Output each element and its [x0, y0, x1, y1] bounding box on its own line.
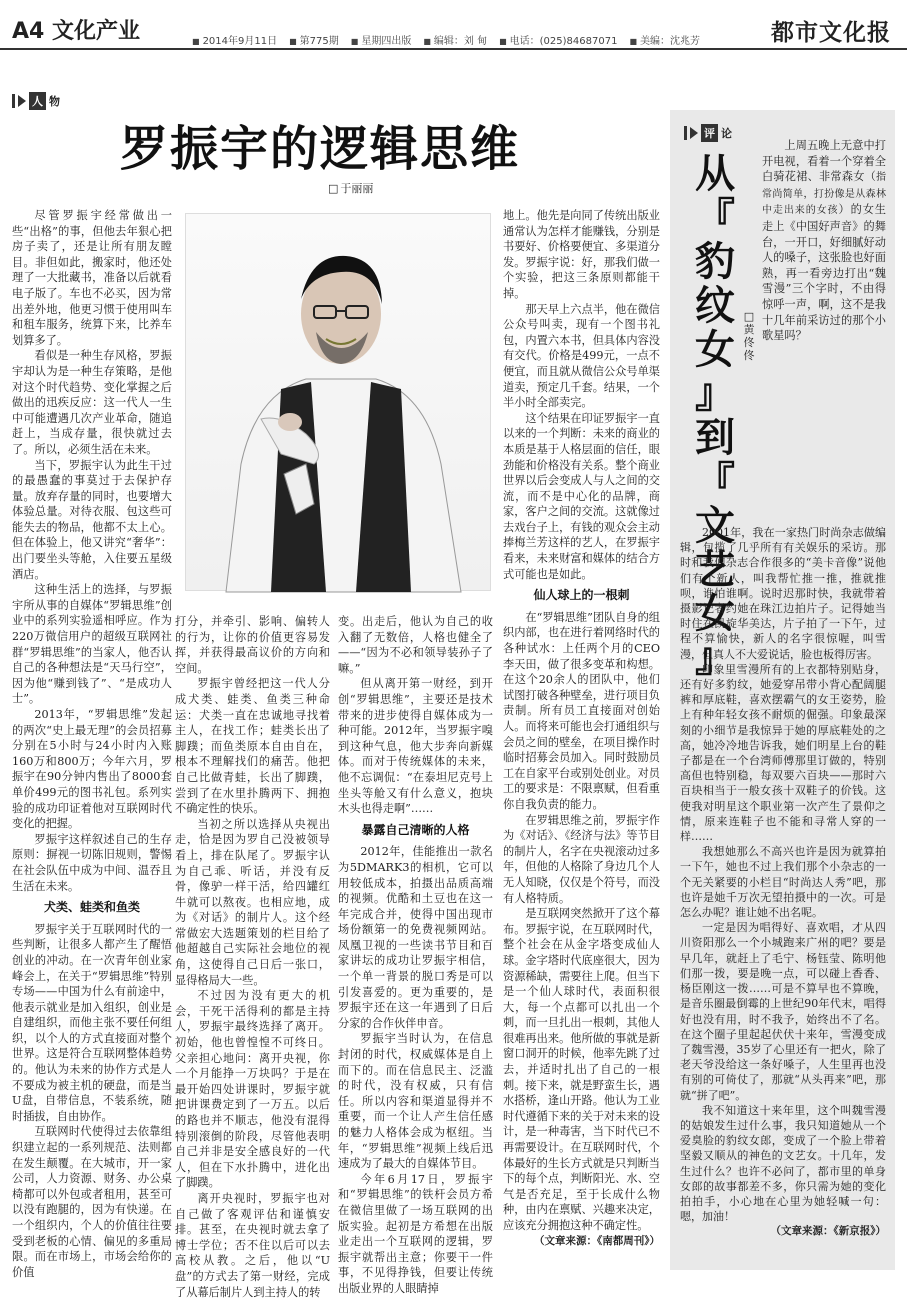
title-char: 『	[695, 458, 735, 505]
subheading: 暴露自己清晰的人格	[361, 822, 470, 837]
article-column-1	[12, 208, 172, 1279]
title-char: 从	[695, 150, 735, 197]
section-label	[12, 92, 60, 110]
paragraph: 印象里雪漫所有的上衣都特别贴身，还有好多豹纹，她爱穿吊带小背心配阔腿裤和厚底鞋，喜欢摆霸气的女王姿势，脸上有种年轻女孩不耐烦的倔强。印象最深刻的小细节是我惊异于她的厚底鞋处的之高，她冷冷地告诉我，她们明星上台的鞋子都是在一个台湾师傅那里订做的，特别高但也特别稳，每双要六百块——那时六百块相当于一般女孩十双鞋子的价钱。这使我对明星这个职业第一次产生了景仰之情，原来连鞋子也不能和寻常人穿的一样……	[680, 662, 886, 844]
article-source: （文章来源：《南都周刊》）	[534, 1234, 660, 1247]
bar-icon	[684, 126, 687, 140]
title-char: 『	[695, 194, 735, 241]
title-char: 』	[695, 634, 735, 681]
paragraph: 罗振宇曾经把这一代人分成犬类、蛙类、鱼类三种命运：犬类一直在忠诚地寻找着主人，在找工作；蛙类长出了脚蹼；而鱼类原本自由自在，根本不理解找们的痛苦。他把自己比做青蛙，长出了脚蹼，尝到了在水里扑腾两下、拥抱不确定性的快乐。	[175, 677, 330, 816]
header-phone: ■ 电话：(025)84687071	[499, 32, 617, 47]
title-char: 艺	[695, 546, 735, 593]
article-column-3	[338, 614, 493, 1295]
article-column-4	[503, 208, 660, 1266]
paragraph: 我想她那么不高兴也许是因为就算拍一下午，她也不过上我们那个小杂志的一个无关紧要的小栏目“时尚达人秀”吧，那也许是她千万次无望拍摄中的一次。可是怎么办呢？谁让她不出名呢。	[680, 845, 886, 920]
paragraph: 一定是因为唱得好、喜欢唱，才从四川资阳那么一个小城跑来广州的吧？要是早几年，就赶上了毛宁、杨钰莹、陈明他们那一拨，要是晚一点，可以碰上香香、杨臣刚这一拨……可是不算早也不算晚，是音乐圈最倒霉的上世纪90年代末，唱得好也没有用，时不我予，始终出不了名。在这个圈子里起起伏伏十来年，雪漫变成了魏雪漫，35岁了心里还有一把火，除了老天爷没给这一条好嗓子，人生里再也没有别的可倚仗了，那就“从头再来”吧，那就“拼了吧”。	[680, 921, 886, 1102]
header-issue: ■ 第775期	[289, 32, 339, 47]
author-name: 黄佟佟	[743, 323, 755, 362]
page-header	[0, 0, 907, 50]
section-label-rest: 论	[721, 127, 732, 140]
lead-note: 指常尚简单，打扮像是从森林中走出来的女孩	[762, 172, 886, 217]
paragraph: 那天早上六点半，他在微信公众号叫卖，现有一个图书礼包，内置六本书，但具体内容没有交代。价格是499元，一点不便宜，而且就从微信公众号单渠道卖，预定几千套。结果，一个半小时全部卖完。	[503, 302, 660, 410]
title-char: 』	[695, 370, 735, 417]
title-char: 到	[695, 414, 735, 461]
square-icon: □	[743, 310, 755, 323]
page-number: A4 文化产业	[12, 19, 140, 44]
bar-icon	[12, 94, 15, 108]
paragraph: 罗振宇关于互联网时代的一些判断，让很多人都产生了醒悟创业的冲动。在一次青年创业家峰会上，在关于“罗辑思维”特别专场——中国为什么有前途中，他表示就业是加入组织，创业是自建组织，而他主张不要任何组织，以个人的方式直接面对整个世界。这是符合互联网整体趋势的。他认为未来的协作方式是人不要成为被主机的硬盘，而是当U盘，自带信息，不装系统，随时插拔，自由协作。	[12, 922, 172, 1123]
header-weekday: ■ 星期四出版	[351, 32, 412, 47]
header-editor: ■ 编辑：刘 甸	[423, 32, 487, 47]
article-column-2	[175, 614, 330, 1299]
paragraph: 在“罗辑思维”团队自身的组织内部，也在进行着网络时代的各种试水：上任两个月的CEO李天田，做了很多变革和构想。在这个20余人的团队中，他们试图打破各种壁垒，进行项目负责制。所有员工直接面对创始人。而将来可能也会打通组织与会员之间的壁垒，在项目操作时临时招募会员加入。同时鼓励员工在自家平台或别处创业。对员工的要求是：不限禀赋，但看重你自我负责的能力。	[503, 610, 660, 811]
paragraph: 当下，罗振宇认为此生干过的最愚蠢的事莫过于去保护存量。放弃存量的同时，也要增大体验总量。对待衣服、包这些可能失去的物品，他都不太上心。但在体验上，他又讲究“奢华”：出门要坐头等舱，入住要五星级酒店。	[12, 458, 172, 581]
paragraph: 这种生活上的选择，与罗振宇所从事的自媒体“罗辑思维”创业中的系列实验遥相呼应。作为220万微信用户的超级互联网社群“罗辑思维”的当家人，他否认自己的各种想法是“天马行空”，因为他“赚到钱了”、“是成功人士”。	[12, 583, 172, 706]
paragraph: 看似是一种生存风格，罗振宇却认为是一种生存策略，是他对这个时代趋势、变化掌握之后做出的迅疾反应：这一代人一生中可能遭遇几次产业革命，随追赶上，当成存量，很快就过去了。所以，必须生活在未来。	[12, 349, 172, 456]
commentary-author	[742, 310, 756, 362]
section-label-rest: 物	[49, 95, 60, 108]
paragraph: 当初之所以选择从央视出走，恰是因为罗自己没被领导看上，排在队尾了。罗振宇认为自己乖、听话，并没有反骨，像驴一样干活，给四罐红牛就可以熬夜。也相应地，成为《对话》的制片人。这个经常做宏大选题策划的栏目给了他超越自己实际社会地位的视角，这使得自己日后一张口，显得格局大一些。	[175, 817, 330, 987]
commentary-body	[680, 525, 886, 1265]
portrait-photo	[185, 213, 491, 591]
subheading: 仙人球上的一根刺	[533, 588, 630, 603]
newspaper-brand: 都市文化报	[771, 20, 891, 46]
portrait-illustration	[186, 214, 492, 592]
paragraph: 2012年，佳能推出一款名为5DMARK3的相机，它可以用较低成本，拍摄出品质高端的视频。优酷和土豆也在这一年完成合并，使得中国出现市场份额第一的免费视频网站。凤凰卫视的一些读书节目和百家讲坛的成功让罗振宇相信，一个单一背景的脱口秀是可以引发喜爱的。更为重要的，是罗振宇还在这一年遇到了日后分家的合作伙伴申音。	[338, 845, 493, 1030]
paragraph: 我不知道这十来年里，这个叫魏雪漫的姑娘发生过什么事，我只知道她从一个爱臭脸的豹纹女郎，变成了一个脸上带着坚毅又顺从的神色的文艺女。十几年，发生过什么？也许不必问了，都市里的单身女郎的故事都差不多，你只需为她的变化拍拍手，小心地在心里为她轻喊一句：嗯，加油！	[680, 1103, 886, 1224]
paragraph: 互联网时代使得过去依靠组织建立起的一系列规范、法则都在发生颠覆。在大城市，开一家公司，人力资源、财务、办公桌椅都可以外包或者租用，甚至可以没有跑腿的，因为有快递。在一个组织内，个人的价值往往要受到老板的心情、偏见的多重局限。而在市场上，市场会给你的价值	[12, 1125, 172, 1279]
title-char: 纹	[695, 282, 735, 329]
article-byline: □ 于丽丽	[328, 180, 373, 196]
commentary-section-label	[684, 124, 732, 142]
article-title: 罗振宇的逻辑思维	[120, 121, 521, 177]
title-char: 豹	[695, 238, 735, 285]
paragraph: 2013年，“罗辑思维”发起的两次“史上最无理”的会员招募分别在5小时与24小时内入账160万和800万；今年六月，罗振宇在90分钟内售出了8000套单价499元的图书礼包。系列实验的成功印证着他对互联网时代变化的把握。	[12, 708, 172, 831]
section-label-box: 评	[701, 124, 718, 142]
commentary-lead	[762, 138, 886, 528]
title-char: 女	[695, 326, 735, 373]
header-meta	[192, 32, 700, 47]
paragraph: 尽管罗振宇经常做出一些“出格”的事，但他去年狠心把房子卖了，还是让所有朋友瞠目。非但如此，搬家时，他还处理了一大批藏书，准备以后就看电子版了。车也不必买，因为常出差外地，他更习惯于使用叫车和租车服务，统算下来，比养车划算多了。	[12, 209, 172, 347]
paragraph: 这个结果在印证罗振宇一直以来的一个判断：未来的商业的本质是基于人格层面的信任，眼劲能和价格没有关系。整个商业世界以后会变成人与人之间的交流，而不是中心化的品牌，商家，客户之间的交流。这就像过去戏台子上，有钱的观众会主动捧梅兰芳这样的艺人，在罗振宇看来，未来财富和媒体的结合方式可能也是如此。	[503, 411, 660, 581]
title-char: 文	[695, 502, 735, 549]
paragraph: 罗振宇这样叙述自己的生存原则：摒视一切陈旧规则，警惕在社会队伍中成为中间、温吞且生活在未来。	[12, 832, 172, 893]
paragraph: 是互联网突然掀开了这个幕布。罗振宇说，在互联网时代，整个社会在从金字塔变成仙人球。金字塔时代底座很大，因为资源稀缺，需要往上爬。但当下是一个仙人球时代，表面积很大，每一个点都可以扎出一个刺，而一旦扎出一根刺，其他人很难再出来。他所做的事就是新窗口洞开的时候，他率先跳了过去，并适时扎出了自己的一根刺。接下来，就是野蛮生长，遇水搭桥，逢山开路。他认为工业时代遵循下来的关于对未来的设计，是一种毒害，当下时代已不再需要设计。在互联网时代，个体最好的生长方式就是只判断当下的每个点，判断阳光、水、空气是否充足，至于长成什么物种，由内在禀赋、兴趣来决定，应该充分拥抱这种不确定性。	[503, 907, 660, 1232]
triangle-icon	[690, 127, 698, 139]
paragraph: 离开央视时，罗振宇也对自己做了客观评估和谨慎安排。甚至，在央视时就去拿了博士学位；否不住以后可以去高校从教。之后，他以“U盘”的方式去了第一财经，完成了从幕后制片人到主持人的转	[175, 1191, 330, 1299]
paragraph: 今年6月17日，罗振宇和“罗辑思维”的铁杆会员方希在微信里做了一场互联网的出版实验。起初是方希想在出版业走出一个互联网的逻辑，罗振宇就帮出主意；你要干一件事，不见得挣钱，但要让传统出版业界的人眼睛掉	[338, 1172, 493, 1295]
lead-text-end: ）的女生走上《中国好声音》的舞台，一开口，好细腻好动人的嗓子，这张脸也好面熟，再一看旁边打出“魏雪漫”三个字时，不由得惊呼一声，啊，这不是我十几年前采访过的那个小歌星吗？	[762, 203, 886, 343]
commentary-source: （文章来源：《新京报》）	[770, 1225, 886, 1238]
section-label-box: 人	[29, 92, 46, 110]
paragraph: 2001年，我在一家热门时尚杂志做编辑，包揽了几乎所有有关娱乐的采访。那时和我们杂志合作很多的“美卡音像”说他们有个新人，叫我帮忙推一推，推就推呗，谁怕谁啊。说时迟那时快，我就带着摄影记者约她在珠江边拍片子。记得她当时住在凯旋华美达，片子拍了一下午，过程不算愉快，新人的名字很惊喔，叫雪漫，但真人不大爱说话，脸也板得厉害。	[680, 526, 886, 661]
paragraph: 罗振宇当时认为，在信息封闭的时代，权威媒体是自上而下的。而在信息民主、泛滥的时代，没有权威，只有信任。所以内容和渠道显得并不重要，而一个让人产生信任感的魅力人格体会成为枢纽。当年，“罗辑思维”视频上线后迅速成为了最大的自媒体节目。	[338, 1032, 493, 1171]
header-date: ■ 2014年9月11日	[192, 32, 277, 47]
paragraph: 在罗辑思维之前，罗振宇作为《对话》、《经济与法》等节目的制片人，名字在央视滚动过多年，但他的人格除了身边几个人无人知晓，仅仅是个符号，而没有人格特质。	[503, 813, 660, 905]
title-char: 女	[695, 590, 735, 637]
lead-text: 上周五晚上无意中打开电视，看着一个穿着全白骑花裙、非常森女（	[762, 139, 886, 184]
triangle-icon	[18, 95, 26, 107]
paragraph: 变。出走后，他认为自己的收入翻了无数倍，人格也健全了——“因为不必和领导装孙子了嘛。”	[338, 615, 493, 675]
paragraph: 但从离开第一财经，到开创“罗辑思维”，主要还是技术带来的进步使得自媒体成为一种可能。2012年，当罗振宇嗅到这种气息，他大步奔向新媒体。而对于传统媒体的未来，他不忘调侃：“在泰坦尼克号上坐头等舱又有什么意义，抱块木头也得走啊”……	[338, 677, 493, 816]
paragraph: 不过因为没有更大的机会，干死干活得利的都是主持人，罗振宇最终选择了离开。初始，他也曾惶惶不可终日。父亲担心地问：离开央视，你一个月能挣一万块吗？于是在最开始四处讲课时，罗振宇就把讲课费定到了一万五。以后的路也并不顺志，他没有混得特别滚倒的阶段，尽管他表明自己并非是安全感良好的一代人，但在下水扑腾中，进化出了脚蹼。	[175, 989, 330, 1190]
subheading: 犬类、蛙类和鱼类	[43, 900, 140, 915]
paragraph: 打分，并牵引、影响、偏转人的行为，让你的价值更容易发挥，并获得最高议价的方向和空间。	[175, 615, 330, 675]
paragraph: 地上。他先是向同了传统出版业通常认为怎样才能赚钱，分别是书要好、价格要便宜、多渠道分发。罗振宇说：好，那我们做一个实验，把这三条原则都能干掉。	[503, 209, 660, 300]
header-designer: ■ 美编：沈兆芳	[629, 32, 700, 47]
